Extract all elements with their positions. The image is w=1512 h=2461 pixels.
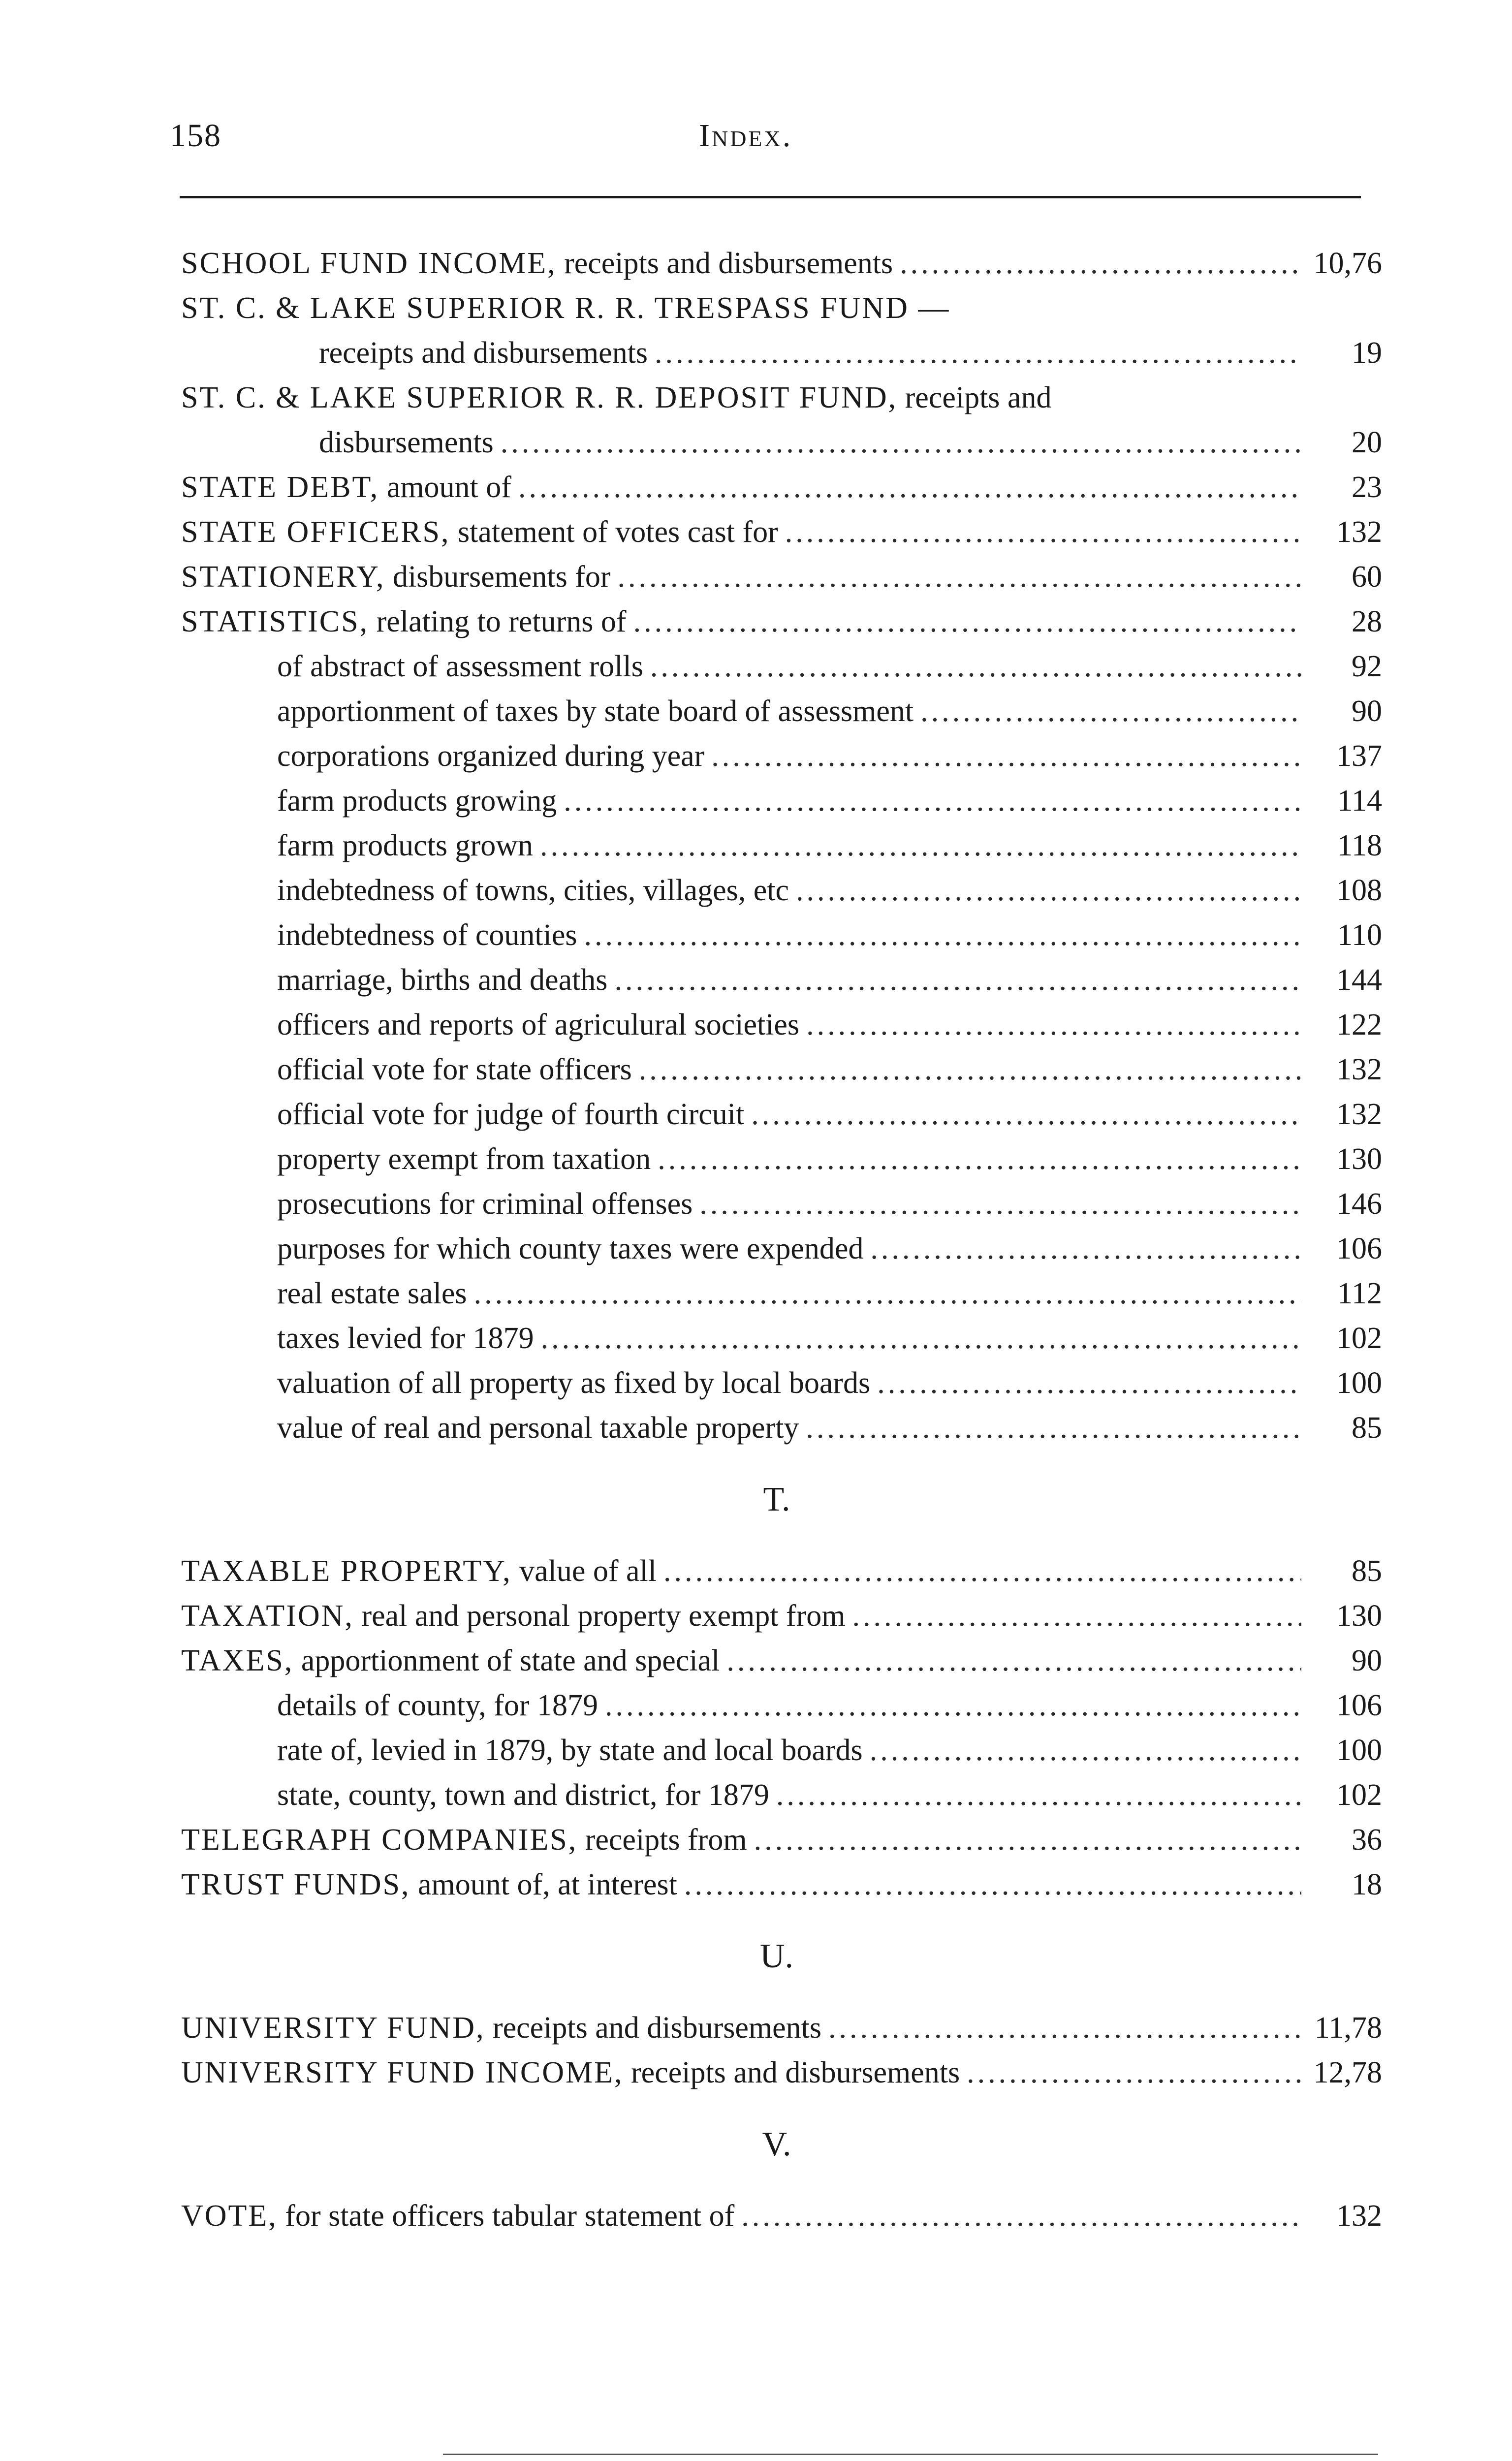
entry-text <box>277 644 643 689</box>
entry-text <box>277 1137 651 1182</box>
entry-description: details of county, for 1879 <box>277 1689 598 1722</box>
page-reference: 90 <box>1352 694 1382 728</box>
index-entry <box>181 376 1382 420</box>
index-entry <box>181 2051 1382 2095</box>
page-reference: 112 <box>1337 1277 1382 1310</box>
entry-heading: TAXATION, <box>181 1599 354 1633</box>
page-reference: 60 <box>1352 560 1382 594</box>
dot-leader <box>633 599 1301 644</box>
entry-description: disbursements <box>319 426 494 459</box>
dot-leader <box>540 823 1301 868</box>
entry-text <box>181 2051 960 2095</box>
entry-text <box>181 1594 845 1639</box>
page-reference: 106 <box>1336 1689 1382 1722</box>
index-subentry <box>181 1003 1382 1047</box>
entry-description: receipts from <box>577 1823 747 1857</box>
page-reference: 28 <box>1352 605 1382 638</box>
page-reference: 20 <box>1352 426 1382 459</box>
entry-description: farm products growing <box>277 784 557 818</box>
entry-description: amount of, at interest <box>410 1868 677 1901</box>
index-entry <box>181 1818 1382 1862</box>
dot-leader <box>796 868 1301 913</box>
entry-heading: TAXES, <box>181 1644 294 1677</box>
entry-text <box>181 376 1382 420</box>
entry-heading: UNIVERSITY FUND, <box>181 2011 485 2045</box>
index-subentry <box>181 689 1382 734</box>
entry-text <box>181 241 893 286</box>
entry-heading: TAXABLE PROPERTY, <box>181 1554 512 1588</box>
entry-description: state, county, town and district, for 1879 <box>277 1778 769 1812</box>
page-reference: 36 <box>1352 1823 1382 1857</box>
dot-leader <box>650 644 1301 689</box>
index-subentry <box>181 913 1382 958</box>
index-entry <box>181 465 1382 510</box>
index-subentry <box>181 1271 1382 1316</box>
page-reference: 110 <box>1337 918 1382 952</box>
entry-heading: STATE OFFICERS, <box>181 515 450 549</box>
index-subentry <box>181 1092 1382 1137</box>
entry-description: apportionment of taxes by state board of assessment <box>277 694 914 728</box>
running-head: Index. <box>699 118 793 154</box>
entry-text <box>277 1406 799 1451</box>
dot-leader <box>870 1227 1301 1271</box>
dot-leader <box>541 1316 1301 1361</box>
entry-description: of abstract of assessment rolls <box>277 650 643 683</box>
page-reference: 85 <box>1352 1411 1382 1445</box>
dot-leader <box>699 1182 1301 1227</box>
entry-description: purposes for which county taxes were expended <box>277 1232 864 1265</box>
entry-text <box>277 1271 467 1316</box>
dot-leader <box>877 1361 1301 1406</box>
page-reference: 132 <box>1336 1098 1382 1131</box>
page-reference: 85 <box>1352 1554 1382 1588</box>
entry-description: real and personal property exempt from <box>353 1599 846 1633</box>
entry-text <box>181 286 1382 331</box>
entry-text <box>181 599 627 644</box>
page-reference: 118 <box>1337 829 1382 862</box>
index-subentry <box>181 1137 1382 1182</box>
entry-text <box>277 1316 534 1361</box>
dot-leader <box>684 1862 1301 1907</box>
entry-description: corporations organized during year <box>277 739 705 773</box>
entry-description: prosecutions for criminal offenses <box>277 1187 693 1221</box>
index-subentry <box>181 958 1382 1003</box>
section-letter: V. <box>762 2125 791 2163</box>
entry-description: receipts and <box>897 381 1052 414</box>
entry-text <box>319 420 494 465</box>
dot-leader <box>741 2194 1301 2239</box>
index-entry <box>181 1594 1382 1639</box>
page-number: 158 <box>170 118 221 154</box>
dot-leader <box>474 1271 1301 1316</box>
entry-description: officers and reports of agriculural societies <box>277 1008 800 1041</box>
section-letter: U. <box>759 1937 794 1975</box>
dot-leader <box>658 1137 1301 1182</box>
entry-description: official vote for judge of fourth circuit <box>277 1098 745 1131</box>
page-reference: 132 <box>1336 1053 1382 1086</box>
entry-description: receipts and disbursements <box>556 247 893 280</box>
dot-leader <box>776 1773 1301 1818</box>
index-subentry <box>181 1182 1382 1227</box>
page-reference: 146 <box>1336 1187 1382 1221</box>
entry-text <box>277 1182 693 1227</box>
dot-leader <box>605 1683 1301 1728</box>
dot-leader <box>852 1594 1301 1639</box>
dot-leader <box>751 1092 1301 1137</box>
dot-leader <box>711 734 1301 779</box>
page-reference: 144 <box>1336 963 1382 997</box>
page-reference: 122 <box>1336 1008 1382 1041</box>
index-subentry <box>181 1047 1382 1092</box>
dot-leader <box>655 331 1301 376</box>
entry-text <box>277 779 557 823</box>
dot-leader <box>967 2051 1301 2095</box>
page-reference: 102 <box>1336 1778 1382 1812</box>
dot-leader <box>828 2006 1301 2051</box>
page-reference: 19 <box>1352 336 1382 370</box>
index-entry <box>181 1549 1382 1594</box>
dot-leader <box>639 1047 1301 1092</box>
index-entry <box>181 2006 1382 2051</box>
dot-leader <box>614 958 1301 1003</box>
entry-text <box>277 1003 799 1047</box>
page-reference: 100 <box>1336 1366 1382 1400</box>
index-entry <box>181 2194 1382 2239</box>
index-body <box>181 241 1382 2239</box>
entry-text <box>277 689 914 734</box>
entry-description: receipts and disbursements <box>623 2056 960 2089</box>
entry-text <box>277 1047 632 1092</box>
index-entry <box>181 1862 1382 1907</box>
entry-text <box>181 510 778 555</box>
page-reference: 92 <box>1352 650 1382 683</box>
entry-heading: TELEGRAPH COMPANIES, <box>181 1823 578 1857</box>
entry-heading: SCHOOL FUND INCOME, <box>181 247 557 280</box>
entry-text <box>277 823 533 868</box>
dot-leader <box>501 420 1301 465</box>
entry-description: relating to returns of <box>369 605 627 638</box>
entry-description: value of all <box>511 1554 657 1588</box>
dot-leader <box>564 779 1301 823</box>
entry-text <box>181 1549 657 1594</box>
dot-leader <box>663 1549 1301 1594</box>
entry-text <box>277 1092 744 1137</box>
page-reference: 114 <box>1337 784 1382 818</box>
index-subentry <box>181 868 1382 913</box>
index-entry <box>181 241 1382 286</box>
entry-heading: UNIVERSITY FUND INCOME, <box>181 2056 624 2089</box>
page-reference: 10,76 <box>1313 247 1382 280</box>
index-subentry <box>181 823 1382 868</box>
entry-text <box>277 1361 870 1406</box>
entry-text <box>181 555 611 599</box>
entry-description: farm products grown <box>277 829 533 862</box>
page-reference: 12,78 <box>1313 2056 1382 2089</box>
entry-text <box>277 1227 863 1271</box>
index-subentry <box>181 779 1382 823</box>
index-entry <box>181 1639 1382 1683</box>
entry-description: valuation of all property as fixed by local boards <box>277 1366 871 1400</box>
entry-heading: ST. C. & LAKE SUPERIOR R. R. DEPOSIT FUND, <box>181 381 898 414</box>
page-reference: 23 <box>1352 471 1382 504</box>
entry-heading: STATIONERY, <box>181 560 385 594</box>
entry-description: for state officers tabular statement of <box>277 2199 735 2233</box>
dot-leader <box>806 1406 1301 1451</box>
dot-leader <box>726 1639 1301 1683</box>
entry-text <box>181 1862 677 1907</box>
page-reference: 106 <box>1336 1232 1382 1265</box>
page-reference: 11,78 <box>1314 2011 1382 2045</box>
index-subentry <box>181 1683 1382 1728</box>
dot-leader <box>806 1003 1301 1047</box>
index-entry <box>181 599 1382 644</box>
page-reference: 130 <box>1336 1142 1382 1176</box>
entry-description: statement of votes cast for <box>450 515 778 549</box>
footer-rule <box>443 2454 1378 2455</box>
index-subentry <box>181 1406 1382 1451</box>
entry-description: amount of <box>379 471 511 504</box>
index-subentry <box>181 1361 1382 1406</box>
entry-heading: STATE DEBT, <box>181 471 379 504</box>
entry-description: value of real and personal taxable property <box>277 1411 799 1445</box>
entry-description: official vote for state officers <box>277 1053 632 1086</box>
entry-heading: STATISTICS, <box>181 605 369 638</box>
entry-heading: ST. C. & LAKE SUPERIOR R. R. TRESPASS FUND — <box>181 291 950 325</box>
entry-text <box>319 331 648 376</box>
entry-text <box>181 1818 747 1862</box>
page-reference: 132 <box>1336 515 1382 549</box>
entry-text <box>277 913 577 958</box>
page-reference: 100 <box>1336 1734 1382 1767</box>
index-subentry <box>181 1227 1382 1271</box>
entry-description: indebtedness of counties <box>277 918 577 952</box>
page-reference: 132 <box>1336 2199 1382 2233</box>
header-rule <box>180 196 1361 198</box>
entry-description: receipts and disbursements <box>485 2011 822 2045</box>
index-subentry <box>181 734 1382 779</box>
entry-description: real estate sales <box>277 1277 467 1310</box>
entry-text <box>277 1728 863 1773</box>
entry-text <box>181 2194 734 2239</box>
index-entry <box>181 555 1382 599</box>
index-entry <box>181 510 1382 555</box>
entry-description: apportionment of state and special <box>293 1644 720 1677</box>
dot-leader <box>584 913 1301 958</box>
index-entry <box>181 286 1382 331</box>
entry-text <box>181 1639 720 1683</box>
entry-text <box>277 958 607 1003</box>
page-reference: 108 <box>1336 874 1382 907</box>
entry-heading: TRUST FUNDS, <box>181 1868 410 1901</box>
page-reference: 90 <box>1352 1644 1382 1677</box>
dot-leader <box>518 465 1301 510</box>
entry-description: marriage, births and deaths <box>277 963 608 997</box>
entry-text <box>181 2006 821 2051</box>
index-subentry <box>181 1316 1382 1361</box>
index-subentry <box>181 1773 1382 1818</box>
entry-description: property exempt from taxation <box>277 1142 651 1176</box>
entry-text <box>277 868 789 913</box>
entry-text <box>181 465 511 510</box>
dot-leader <box>900 241 1301 286</box>
entry-description: disbursements for <box>385 560 611 594</box>
page-reference: 130 <box>1336 1599 1382 1633</box>
index-subentry <box>181 644 1382 689</box>
dot-leader <box>618 555 1302 599</box>
entry-heading: VOTE, <box>181 2199 278 2233</box>
page-reference: 102 <box>1336 1322 1382 1355</box>
entry-text <box>277 1683 598 1728</box>
entry-description: rate of, levied in 1879, by state and local boards <box>277 1734 863 1767</box>
entry-description: indebtedness of towns, cities, villages, etc <box>277 874 789 907</box>
section-letter: T. <box>763 1481 790 1518</box>
page-reference: 18 <box>1352 1868 1382 1901</box>
dot-leader <box>870 1728 1301 1773</box>
dot-leader <box>920 689 1301 734</box>
index-entry <box>181 420 1382 465</box>
entry-description: taxes levied for 1879 <box>277 1322 534 1355</box>
entry-text <box>277 1773 769 1818</box>
index-subentry <box>181 1728 1382 1773</box>
dot-leader <box>754 1818 1301 1862</box>
index-entry <box>181 331 1382 376</box>
page-reference: 137 <box>1336 739 1382 773</box>
entry-text <box>277 734 704 779</box>
entry-description: receipts and disbursements <box>319 336 648 370</box>
dot-leader <box>785 510 1301 555</box>
